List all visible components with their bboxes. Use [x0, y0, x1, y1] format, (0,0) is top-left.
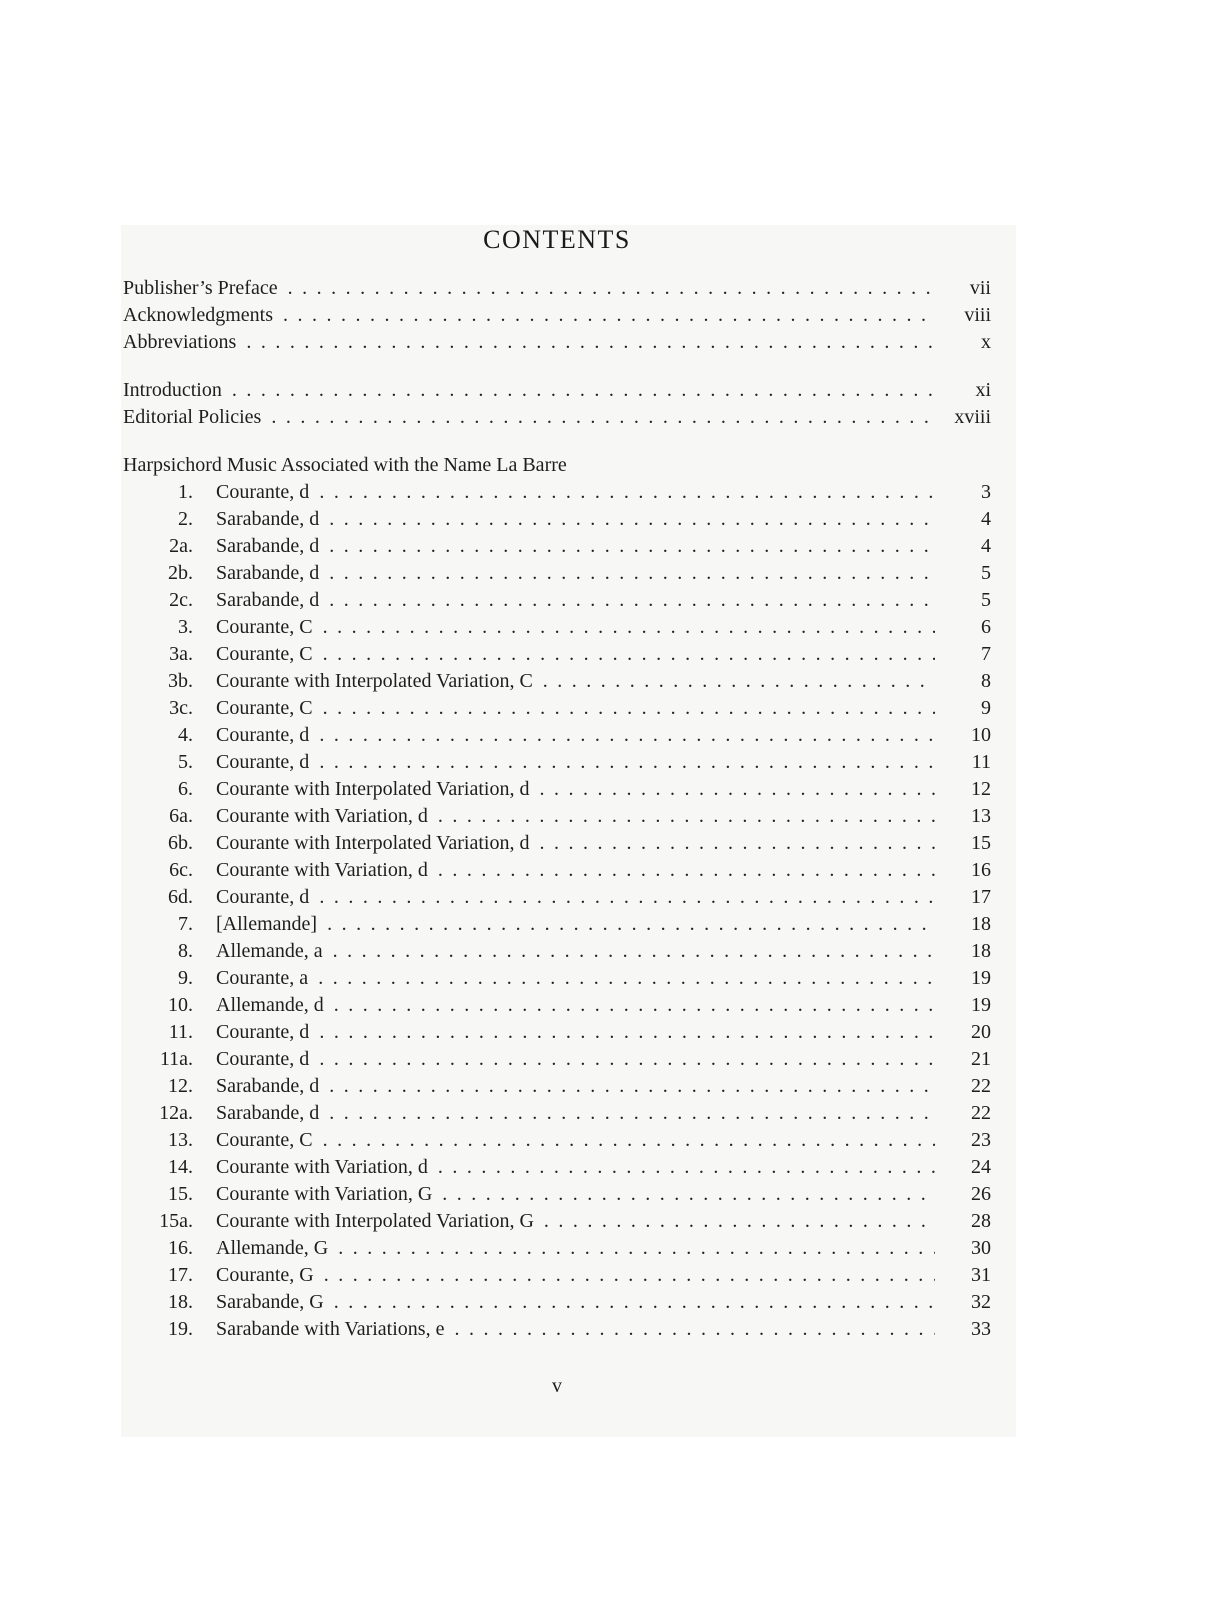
entry-label: Courante, d: [216, 886, 310, 908]
entry-number: 6b.: [168, 832, 193, 854]
toc-entry-row: [123, 1235, 991, 1262]
entry-number: 6.: [178, 778, 193, 800]
entry-number: 3a.: [169, 643, 193, 665]
entry-number: 2a.: [169, 535, 193, 557]
toc-entry-row: [123, 1019, 991, 1046]
contents-page: [123, 225, 991, 1397]
entry-number: 2c.: [169, 589, 193, 611]
entry-page-number: 18: [971, 913, 991, 935]
entry-number: 11a.: [159, 1048, 193, 1070]
entry-number: 3c.: [169, 697, 193, 719]
entry-number: 12.: [168, 1075, 193, 1097]
entry-page-number: 33: [971, 1318, 991, 1340]
toc-entry-row: [123, 506, 991, 533]
toc-entry-row: [123, 1073, 991, 1100]
dot-leader: [329, 560, 935, 587]
dot-leader: [329, 1100, 935, 1127]
entry-number: 19.: [168, 1318, 193, 1340]
entry-page-number: 5: [981, 589, 991, 611]
entry-number: 8.: [178, 940, 193, 962]
entry-number: 12a.: [159, 1102, 193, 1124]
dot-leader: [319, 1046, 935, 1073]
dot-leader: [319, 749, 935, 776]
dot-leader: [438, 857, 935, 884]
toc-entry-row: [123, 965, 991, 992]
entry-page-number: xviii: [954, 406, 991, 428]
entry-label: Courante, d: [216, 1021, 310, 1043]
entry-page-number: 15: [971, 832, 991, 854]
toc-entry-row: [123, 1289, 991, 1316]
entry-page-number: 3: [981, 481, 991, 503]
entry-number: 15.: [168, 1183, 193, 1205]
dot-leader: [246, 329, 935, 356]
entry-page-number: 32: [971, 1291, 991, 1313]
toc-entry-row: [123, 911, 991, 938]
toc-entry-row: [123, 695, 991, 722]
entry-page-number: 6: [981, 616, 991, 638]
toc-entry-row: [123, 803, 991, 830]
entry-label: Courante, C: [216, 616, 313, 638]
entry-label: Courante with Interpolated Variation, d: [216, 832, 530, 854]
toc-entry-row: [123, 1262, 991, 1289]
entry-page-number: 16: [971, 859, 991, 881]
entry-label: Publisher’s Preface: [123, 277, 278, 299]
entry-number: 10.: [168, 994, 193, 1016]
toc-entry-row: [123, 533, 991, 560]
entry-page-number: 13: [971, 805, 991, 827]
entry-label: Courante with Variation, G: [216, 1183, 433, 1205]
entry-page-number: 22: [971, 1102, 991, 1124]
entry-number: 9.: [178, 967, 193, 989]
toc-entry-row: [123, 992, 991, 1019]
toc-entry-row: [123, 1316, 991, 1343]
dot-leader: [442, 1181, 935, 1208]
entry-page-number: 21: [971, 1048, 991, 1070]
toc-entry-row: [123, 614, 991, 641]
entry-page-number: 22: [971, 1075, 991, 1097]
entry-label: Acknowledgments: [123, 304, 273, 326]
section-heading: Harpsichord Music Associated with the Name La Barre: [123, 454, 567, 476]
dot-leader: [323, 695, 935, 722]
dot-leader: [319, 1019, 935, 1046]
entry-number: 2b.: [168, 562, 193, 584]
entry-page-number: 4: [981, 535, 991, 557]
toc-entry-row: [123, 1046, 991, 1073]
entry-number: 4.: [178, 724, 193, 746]
entry-number: 11.: [168, 1021, 193, 1043]
dot-leader: [329, 587, 935, 614]
entry-label: Courante, d: [216, 1048, 310, 1070]
entry-label: Courante, C: [216, 1129, 313, 1151]
entry-label: Sarabande with Variations, e: [216, 1318, 445, 1340]
entry-page-number: 12: [971, 778, 991, 800]
entry-label: Courante, d: [216, 481, 310, 503]
entry-page-number: 31: [971, 1264, 991, 1286]
front-matter-row: [123, 302, 991, 329]
entry-page-number: 7: [981, 643, 991, 665]
entry-number: 3b.: [168, 670, 193, 692]
dot-leader: [319, 884, 935, 911]
dot-leader: [329, 506, 935, 533]
entry-number: 15a.: [159, 1210, 193, 1232]
entry-label: Introduction: [123, 379, 222, 401]
entry-page-number: 26: [971, 1183, 991, 1205]
toc-entry-row: [123, 938, 991, 965]
dot-leader: [324, 1262, 935, 1289]
toc-entry-row: [123, 560, 991, 587]
toc-entry-row: [123, 1127, 991, 1154]
entry-page-number: 30: [971, 1237, 991, 1259]
entry-label: Sarabande, d: [216, 508, 320, 530]
entry-label: Courante with Interpolated Variation, d: [216, 778, 530, 800]
toc-entry-row: [123, 857, 991, 884]
toc-entry-row: [123, 587, 991, 614]
toc-entry-row: [123, 1208, 991, 1235]
entry-number: 1.: [178, 481, 193, 503]
dot-leader: [539, 830, 935, 857]
front-matter-row: [123, 404, 991, 431]
entry-page-number: 11: [971, 751, 991, 773]
entry-label: Courante with Interpolated Variation, G: [216, 1210, 534, 1232]
dot-leader: [319, 479, 935, 506]
toc-entry-row: [123, 668, 991, 695]
toc-entry-row: [123, 1181, 991, 1208]
dot-leader: [454, 1316, 935, 1343]
entry-label: Sarabande, d: [216, 1102, 320, 1124]
entry-label: Allemande, G: [216, 1237, 329, 1259]
dot-leader: [329, 533, 935, 560]
entry-label: Courante, C: [216, 697, 313, 719]
dot-leader: [319, 722, 935, 749]
entry-label: [Allemande]: [216, 913, 318, 935]
entry-label: Courante, d: [216, 751, 310, 773]
entry-number: 17.: [168, 1264, 193, 1286]
entry-page-number: x: [981, 331, 991, 353]
toc-entry-row: [123, 830, 991, 857]
entry-label: Abbreviations: [123, 331, 237, 353]
toc-entry-row: [123, 776, 991, 803]
entry-label: Courante with Variation, d: [216, 1156, 428, 1178]
dot-leader: [543, 668, 935, 695]
entry-label: Sarabande, d: [216, 562, 320, 584]
entry-page-number: 17: [971, 886, 991, 908]
dot-leader: [333, 938, 935, 965]
entry-page-number: 24: [971, 1156, 991, 1178]
front-matter-list: [123, 275, 991, 356]
toc-entry-row: [123, 1100, 991, 1127]
dot-leader: [283, 302, 935, 329]
toc-entry-row: [123, 479, 991, 506]
entry-label: Sarabande, d: [216, 1075, 320, 1097]
entry-page-number: viii: [964, 304, 991, 326]
entry-number: 7.: [178, 913, 193, 935]
dot-leader: [327, 911, 935, 938]
entry-page-number: 5: [981, 562, 991, 584]
dot-leader: [329, 1073, 935, 1100]
dot-leader: [271, 404, 935, 431]
entry-page-number: 28: [971, 1210, 991, 1232]
entry-number: 16.: [168, 1237, 193, 1259]
entry-label: Courante, G: [216, 1264, 314, 1286]
scanned-page-area: [121, 225, 1016, 1437]
entry-label: Sarabande, d: [216, 589, 320, 611]
dot-leader: [544, 1208, 935, 1235]
entry-number: 6c.: [169, 859, 193, 881]
entry-page-number: vii: [969, 277, 991, 299]
entry-label: Allemande, a: [216, 940, 323, 962]
entry-number: 6d.: [168, 886, 193, 908]
entry-label: Editorial Policies: [123, 406, 262, 428]
entry-label: Courante, d: [216, 724, 310, 746]
entry-number: 18.: [168, 1291, 193, 1313]
folio-page-number: v: [552, 1375, 562, 1397]
front-matter-row: [123, 377, 991, 404]
toc-entry-row: [123, 722, 991, 749]
dot-leader: [334, 1289, 935, 1316]
entry-number: 5.: [178, 751, 193, 773]
entry-page-number: 10: [971, 724, 991, 746]
dot-leader: [323, 1127, 935, 1154]
toc-entry-row: [123, 1154, 991, 1181]
page-title: CONTENTS: [483, 225, 631, 254]
dot-leader: [232, 377, 935, 404]
entry-page-number: 18: [971, 940, 991, 962]
dot-leader: [323, 641, 935, 668]
entry-page-number: xi: [975, 379, 991, 401]
entry-page-number: 4: [981, 508, 991, 530]
entry-page-number: 20: [971, 1021, 991, 1043]
entry-number: 2.: [178, 508, 193, 530]
dot-leader: [334, 992, 935, 1019]
dot-leader: [288, 275, 935, 302]
entry-page-number: 19: [971, 967, 991, 989]
entry-number: 13.: [168, 1129, 193, 1151]
entry-page-number: 9: [981, 697, 991, 719]
dot-leader: [323, 614, 935, 641]
entry-label: Sarabande, G: [216, 1291, 324, 1313]
front-matter-row: [123, 329, 991, 356]
toc-entry-row: [123, 749, 991, 776]
front-matter-list-2: [123, 377, 991, 431]
entry-label: Courante with Variation, d: [216, 805, 428, 827]
dot-leader: [438, 803, 935, 830]
dot-leader: [318, 965, 935, 992]
entry-label: Allemande, d: [216, 994, 324, 1016]
toc-entry-row: [123, 884, 991, 911]
entry-number: 14.: [168, 1156, 193, 1178]
entry-label: Courante with Variation, d: [216, 859, 428, 881]
dot-leader: [338, 1235, 935, 1262]
front-matter-row: [123, 275, 991, 302]
entry-number: 3.: [178, 616, 193, 638]
entry-label: Courante with Interpolated Variation, C: [216, 670, 533, 692]
entry-label: Courante, C: [216, 643, 313, 665]
entry-number: 6a.: [169, 805, 193, 827]
entry-label: Sarabande, d: [216, 535, 320, 557]
entry-page-number: 23: [971, 1129, 991, 1151]
toc-entries-list: [123, 479, 991, 1343]
entry-page-number: 19: [971, 994, 991, 1016]
entry-label: Courante, a: [216, 967, 309, 989]
dot-leader: [539, 776, 935, 803]
toc-entry-row: [123, 641, 991, 668]
dot-leader: [438, 1154, 935, 1181]
entry-page-number: 8: [981, 670, 991, 692]
